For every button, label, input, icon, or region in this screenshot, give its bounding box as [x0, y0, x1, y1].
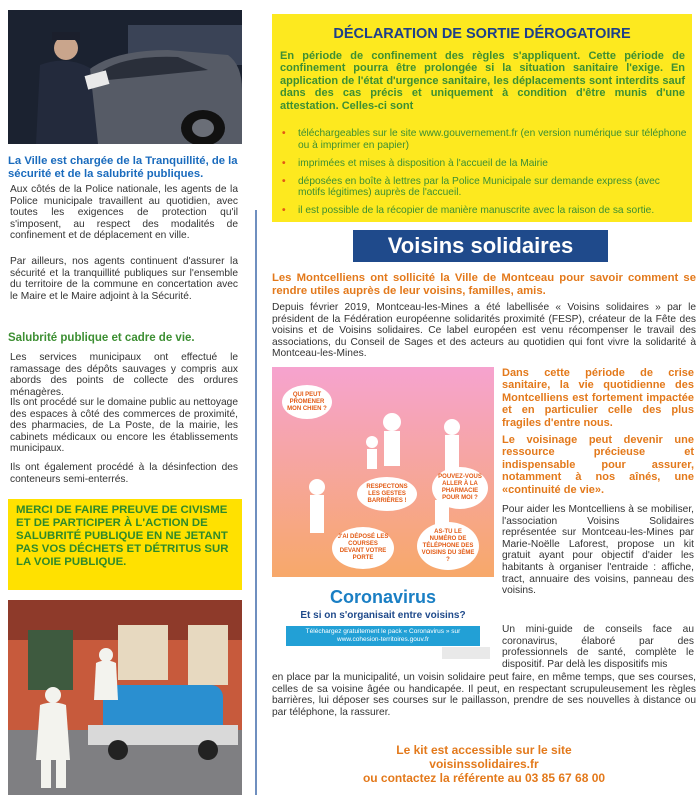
security-paragraph-1: Aux côtés de la Police nationale, les agents de la Police municipale travaillent au quotidien, avec toutes les exigences de protection qu'il s'imposent, au respect des modalités de confinement et de déplacement en ville.	[10, 184, 238, 242]
speech-bubble: RESPECTONS LES GESTES BARRIÈRES !	[357, 477, 417, 511]
poster-download-link: Téléchargez gratuitement le pack « Coronavirus » sur www.cohesion-territoires.gouv.fr	[286, 626, 480, 646]
bullet-icon: •	[282, 128, 286, 139]
list-item: • il est possible de la récopier de manière manuscrite avec la raison de sa sortie.	[282, 204, 655, 216]
disinfection-worker-photo	[8, 600, 242, 795]
security-heading: La Ville est chargée de la Tranquillité, de la sécurité et de la salubrité publiques.	[8, 155, 238, 180]
website-link[interactable]: voisinssolidaires.fr	[429, 757, 539, 771]
list-item: • déposées en boîte à lettres par la Police Municipale sur demande express (avec motifs légitimes) auprès de l'accueil.	[282, 175, 660, 199]
declaration-box	[272, 14, 692, 222]
left-column	[0, 0, 248, 801]
bullet-icon: •	[282, 204, 286, 216]
security-paragraph-2: Par ailleurs, nos agents continuent d'assurer la sécurité et la tranquillité publiques sur l'ensemble du territoire de la commune en concertation avec le Maire et le Maire adjoint à la Sécurité.	[10, 256, 238, 302]
voisins-paragraph-1: Depuis février 2019, Montceau-les-Mines a été labellisée « Voisins solidaires » par le président de la Fédération européenne solidarités proximité (FESP), créateur de la Fête des voisins et de Voisins solidaires. Ce label européen est venu récompenser le travail des associations, du Conseil de Sages et des acteurs au quotidien qui font vivre la solidarité à Montceau-les-Mines.	[272, 302, 696, 360]
column-divider	[255, 210, 257, 795]
footer-line-1: Le kit est accessible sur le site	[396, 743, 572, 757]
voisins-side-paragraph-4: Un mini-guide de conseils face au coronavirus, élaboré par des professionnels de santé, complète le dispositif. Par delà les dispositifs mis	[502, 624, 694, 670]
declaration-list	[280, 128, 688, 223]
side-paragraph-2: Le voisinage peut devenir une ressource précieuse et indispensable pour assurer, notamment à nos aînés, une «continuité de vie».	[502, 434, 694, 496]
speech-bubble: AS-TU LE NUMÉRO DE TÉLÉPHONE DES VOISINS DU 3ÈME ?	[417, 522, 479, 570]
list-item: • imprimées et mises à disposition à l'accueil de la Mairie	[282, 158, 548, 170]
civism-callout	[8, 499, 242, 590]
speech-bubble: J'AI DÉPOSÉ LES COURSES DEVANT VOTRE PORTE	[332, 527, 394, 569]
bullet-icon: •	[282, 175, 286, 187]
voisins-side-highlight	[502, 367, 694, 501]
declaration-title: DÉCLARATION DE SORTIE DÉROGATOIRE	[333, 26, 631, 42]
poster-subtitle: Et si on s'organisait entre voisins?	[300, 610, 466, 621]
voisins-side-paragraph-3: Pour aider les Montcelliens à se mobiliser, l'association Voisins Solidaires représentée sur Montceau-les-Mines par Marie-Noëlle Laforest, propose un kit gratuit ayant pour objectif d'aider les habitants à organiser l'entraide : affiche, tract, annuaire des voisins, panneau des voisins.	[502, 504, 694, 597]
side-paragraph-1: Dans cette période de crise sanitaire, la vie quotidienne des Montcelliens est fortement impactée et en particulier celle des plus fragiles d'entre nous.	[502, 367, 694, 429]
list-item: • téléchargeables sur le site www.gouvernement.fr (en version numérique sur téléphone ou à imprimer en papier)	[282, 128, 687, 151]
coronavirus-poster	[272, 367, 494, 663]
footer-contact: ou contactez la référente au 03 85 67 68 00	[362, 771, 606, 785]
speech-bubble: QUI PEUT PROMENER MON CHIEN ?	[282, 385, 332, 419]
salubrity-heading: Salubrité publique et cadre de vie.	[8, 332, 195, 344]
poster-title: Coronavirus	[329, 587, 437, 607]
salubrity-paragraph-1: Les services municipaux ont effectué le ramassage des dépôts sauvages y compris aux abords des points de collecte des ordures ménagères.	[10, 352, 238, 398]
partner-logos	[442, 647, 490, 659]
salubrity-paragraph-3: Ils ont également procédé à la désinfection des conteneurs semi-enterrés.	[10, 462, 238, 485]
kit-footer	[272, 743, 696, 785]
declaration-intro: En période de confinement des règles s'appliquent. Cette période de confinement pourra être prolongée si la situation sanitaire l'exige. En application de l'état d'urgence sanitaire, les déplacements sont interdits sauf dans des cas précis et uniquement à condition d'être munis d'une attestation. Celles-ci sont	[280, 50, 685, 112]
police-officer-photo	[8, 10, 242, 144]
civism-callout-text: MERCI DE FAIRE PREUVE DE CIVISME ET DE PARTICIPER À L'ACTION DE SALUBRITÉ PUBLIQUE EN NE JETANT PAS VOS DÉCHETS ET DÉTRITUS SUR LA VOIE PUBLIQUE.	[16, 504, 229, 568]
voisins-paragraph-bottom: en place par la municipalité, un voisin solidaire peut faire, en même temps, que ses courses, celles de sa voisine âgée ou handicapée. Il peut, en respectant scrupuleusement les règles barrières, lui déposer ses courses sur le paillasson, prendre de ses nouvelles à distance ou par téléphone, la rassurer.	[272, 672, 696, 718]
voisins-lead: Les Montcelliens ont sollicité la Ville de Montceau pour savoir comment se rendre utiles auprès de leur voisins, familles, amis.	[272, 272, 696, 297]
bullet-icon: •	[282, 158, 286, 170]
speech-bubble: POUVEZ-VOUS ALLER À LA PHARMACIE POUR MOI ?	[432, 467, 488, 509]
voisins-banner: Voisins solidaires	[353, 230, 608, 262]
salubrity-paragraph-2: Ils ont procédé sur le domaine public au nettoyage des espaces à côté des commerces de proximité, des pharmacies, de La Poste, de la mairie, les cabinets médicaux ou encore les établissements municipaux.	[10, 397, 238, 455]
right-column	[258, 0, 700, 801]
